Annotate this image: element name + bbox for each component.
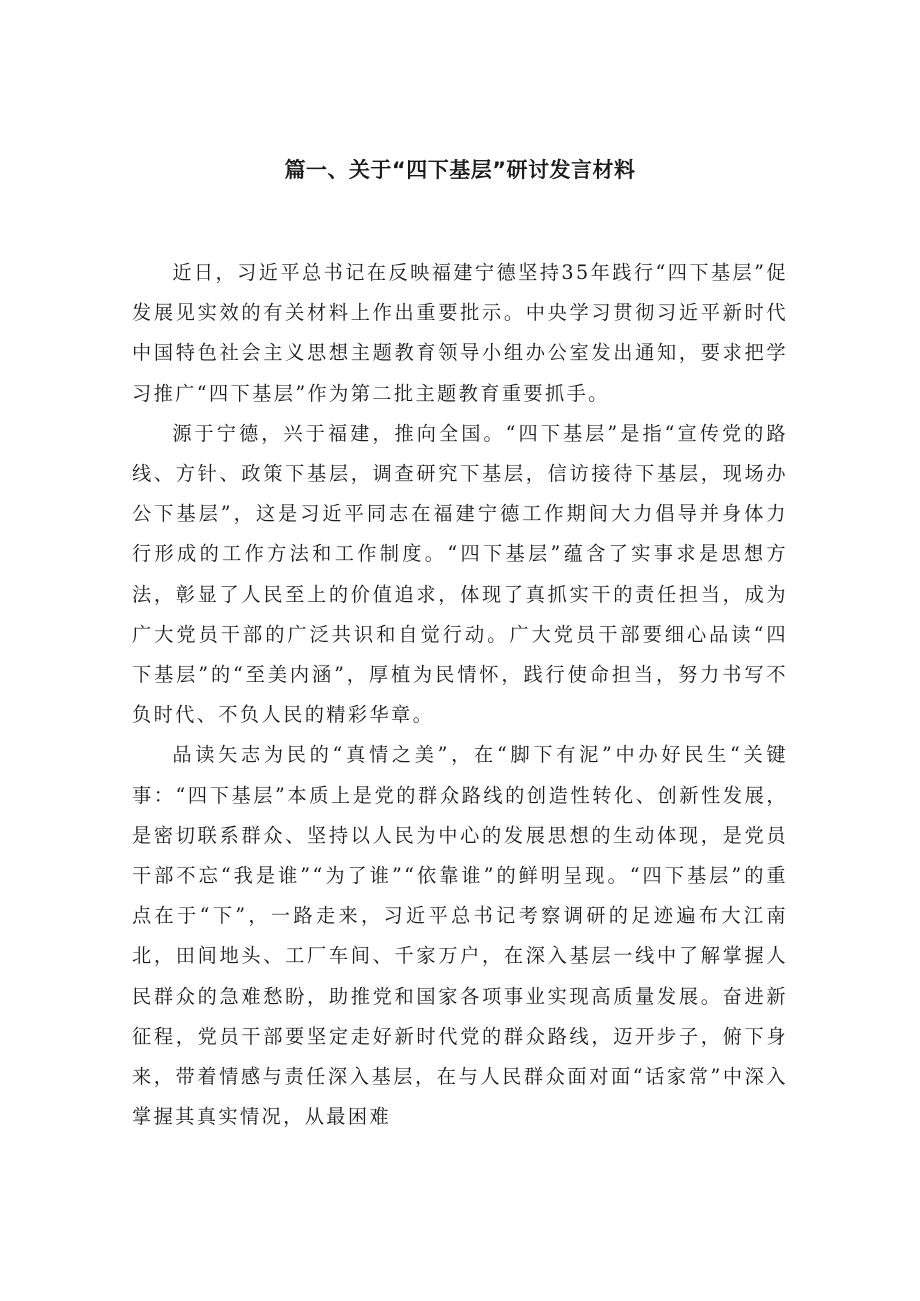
document-body [132, 253, 788, 1137]
paragraph-1: 近日，习近平总书记在反映福建宁德坚持35年践行“四下基层”促发展见实效的有关材料上作出重要批示。中央学习贯彻习近平新时代中国特色社会主义思想主题教育领导小组办公室发出通知，要求把学习推广“四下基层”作为第二批主题教育重要抓手。 [132, 261, 788, 405]
document-title: 篇一、关于“四下基层”研讨发言材料 [284, 158, 636, 182]
paragraph-2: 源于宁德，兴于福建，推向全国。“四下基层”是指“宣传党的路线、方针、政策下基层，调查研究下基层，信访接待下基层，现场办公下基层”，这是习近平同志在福建宁德工作期间大力倡导并身体力行形成的工作方法和工作制度。“四下基层”蕴含了实事求是思想方法，彰显了人民至上的价值追求，体现了真抓实干的责任担当，成为广大党员干部的广泛共识和自觉行动。广大党员干部要细心品读“四下基层”的“至美内涵”，厚植为民情怀，践行使命担当，努力书写不负时代、不负人民的精彩华章。 [132, 421, 788, 727]
paragraph-3: 品读矢志为民的“真情之美”，在“脚下有泥”中办好民生“关键事：“四下基层”本质上是党的群众路线的创造性转化、创新性发展，是密切联系群众、坚持以人民为中心的发展思想的生动体现，是党员干部不忘“我是谁”“为了谁”“依靠谁”的鲜明呈现。“四下基层”的重点在于“下”，一路走来，习近平总书记考察调研的足迹遍布大江南北，田间地头、工厂车间、千家万户，在深入基层一线中了解掌握人民群众的急难愁盼，助推党和国家各项事业实现高质量发展。奋进新征程，党员干部要坚定走好新时代党的群众路线，迈开步子，俯下身来，带着情感与责任深入基层，在与人民群众面对面“话家常”中深入掌握其真实情况，从最困难 [132, 743, 788, 1129]
